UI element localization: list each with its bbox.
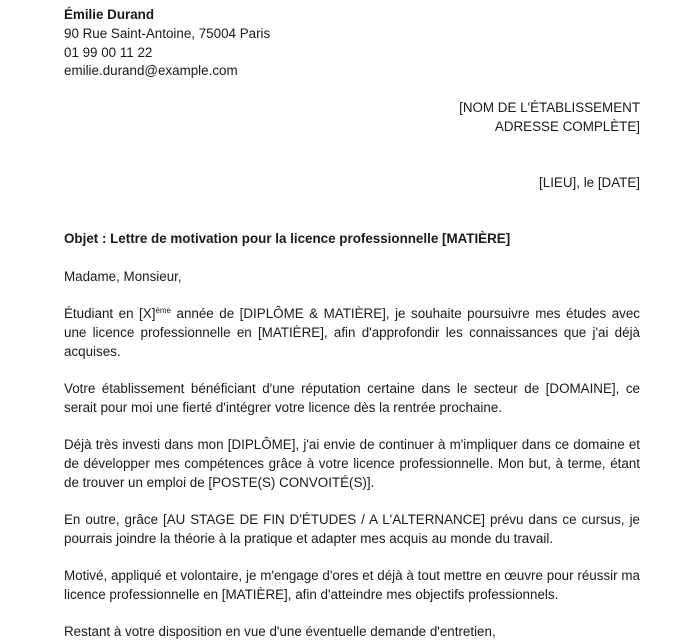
- sender-email: emilie.durand@example.com: [64, 63, 238, 79]
- paragraph-2: Votre établissement bénéficiant d'une réputation certaine dans le secteur de [DOMAINE], ce serait pour moi une fierté d'intégrer votre licence dès la rentrée prochaine.: [64, 381, 640, 415]
- date-line: [LIEU], le [DATE]: [539, 175, 640, 190]
- letter-subject: Objet : Lettre de motivation pour la licence professionnelle [MATIÈRE]: [64, 231, 511, 246]
- sender-block: [64, 6, 640, 81]
- paragraph-1-start: Étudiant en [X]: [64, 306, 156, 321]
- paragraph-1-rest: année de [DIPLÔME & MATIÈRE], je souhaite poursuivre mes études avec une licence professionnelle en [MATIÈRE], afin d'approfondir les connaissances que j'ai déjà acquises.: [64, 306, 640, 359]
- recipient-name: [NOM DE L'ÉTABLISSEMENT: [459, 100, 640, 115]
- recipient-block: [64, 99, 640, 137]
- sender-phone: 01 99 00 11 22: [64, 44, 153, 60]
- paragraph-1: [64, 305, 640, 361]
- salutation: Madame, Monsieur,: [64, 269, 182, 284]
- paragraph-4: En outre, grâce [AU STAGE DE FIN D'ÉTUDES / A L'ALTERNANCE] prévu dans ce cursus, je pourrais joindre la théorie à la pratique et adapter mes acquis au monde du travail.: [64, 512, 640, 546]
- paragraph-3: Déjà très investi dans mon [DIPLÔME], j'ai envie de continuer à m'impliquer dans ce domaine et de développer mes compétences grâce à votre licence professionnelle. Mon but, à terme, étant de trouver un emploi de [POSTE(S) CONVOITÉ(S)].: [64, 437, 640, 490]
- ordinal-superscript: ème: [155, 306, 171, 315]
- paragraph-6: Restant à votre disposition en vue d'une éventuelle demande d'entretien,: [64, 624, 496, 639]
- paragraph-5: Motivé, appliqué et volontaire, je m'engage d'ores et déjà à tout mettre en œuvre pour réussir ma licence professionnelle en [MATIÈRE], afin d'atteindre mes objectifs professionnels.: [64, 568, 640, 602]
- sender-address: 90 Rue Saint-Antoine, 75004 Paris: [64, 25, 271, 41]
- sender-name: Émilie Durand: [64, 7, 155, 22]
- recipient-address: ADRESSE COMPLÈTE]: [494, 118, 640, 134]
